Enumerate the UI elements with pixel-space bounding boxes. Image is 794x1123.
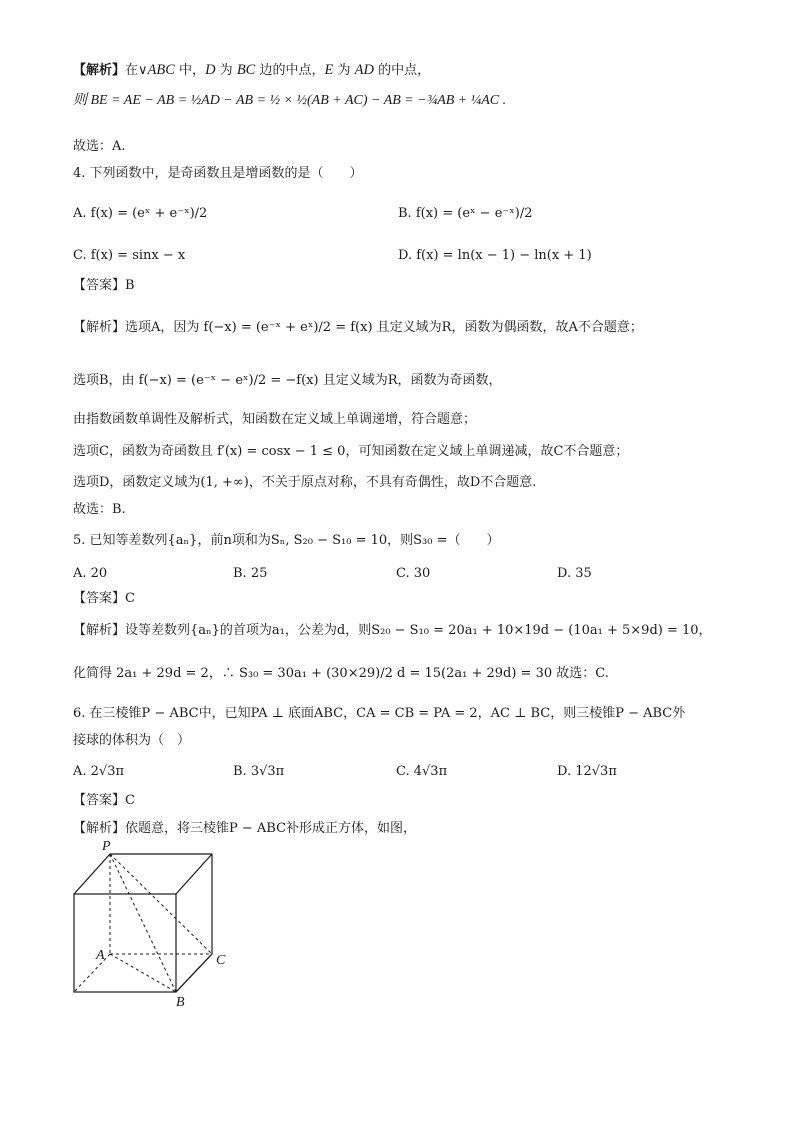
tetra-edge-pb xyxy=(110,854,176,992)
cube-front-face xyxy=(74,894,176,992)
q5-option-d: D. 35 xyxy=(557,566,592,581)
q4-answer: 【答案】B xyxy=(73,278,135,293)
q4-stem: 4. 下列函数中，是奇函数且是增函数的是（ ） xyxy=(73,166,363,181)
q6-option-a: A. 2√3π xyxy=(73,764,125,779)
tetra-edge-bc xyxy=(176,954,212,992)
q4-analysis-5: 选项D，函数定义域为(1, +∞)，不关于原点对称，不具有奇偶性，故D不合题意. xyxy=(73,475,537,490)
cube-edge xyxy=(176,854,212,894)
q6-stem-1: 6. 在三棱锥P − ABC中，已知PA ⊥ 底面ABC，CA = CB = PA = 2，AC ⊥ BC，则三棱锥P − ABC外 xyxy=(73,706,686,721)
q5-stem: 5. 已知等差数列{aₙ}，前n项和为Sₙ, S₂₀ − S₁₀ = 10，则S₃₀ =（ ） xyxy=(73,533,500,548)
q4-analysis-1: 【解析】选项A，因为 f(−x) = (e⁻ˣ + eˣ)/2 = f(x) 且定义域为R，函数为偶函数，故A不合题意； xyxy=(73,320,643,335)
q5-answer: 【答案】C xyxy=(73,591,135,606)
q4-analysis-6: 故选：B. xyxy=(73,502,126,517)
q4-option-c: C. f(x) = sinx − x xyxy=(73,248,186,263)
q5-analysis-1: 【解析】设等差数列{aₙ}的首项为a₁，公差为d，则S₂₀ − S₁₀ = 20a₁ + 10×19d − (10a₁ + 5×9d) = 10， xyxy=(73,623,712,638)
q3-answer-line: 故选：A. xyxy=(73,139,126,154)
cube-hidden-edge xyxy=(74,954,110,992)
q4-option-b: B. f(x) = (eˣ − e⁻ˣ)/2 xyxy=(398,206,533,221)
analysis-tag: 【解析】 xyxy=(73,63,126,78)
q5-analysis-2: 化简得 2a₁ + 29d = 2，∴ S₃₀ = 30a₁ + (30×29)/2 d = 15(2a₁ + 29d) = 30 故选：C. xyxy=(73,666,609,681)
q3-analysis-line1 xyxy=(73,61,430,80)
cube-edge xyxy=(74,854,110,894)
q5-option-c: C. 30 xyxy=(396,566,431,581)
q5-option-a: A. 20 xyxy=(73,566,108,581)
q4-option-d: D. f(x) = ln(x − 1) − ln(x + 1) xyxy=(398,248,592,263)
q4-analysis-4: 选项C，函数为奇函数且 f′(x) = cosx − 1 ≤ 0，可知函数在定义域上单调递减，故C不合题意； xyxy=(73,444,629,459)
cube-figure xyxy=(60,840,240,1010)
tetra-edge-pc xyxy=(110,854,212,954)
q6-answer: 【答案】C xyxy=(73,793,135,808)
tetra-edge-ab xyxy=(110,954,176,992)
q6-option-b: B. 3√3π xyxy=(233,764,285,779)
q3-analysis-text1: 在∨ABC 中，D 为 BC 边的中点，E 为 AD 的中点， xyxy=(125,62,431,78)
q3-analysis-line2 xyxy=(73,92,506,110)
q4-analysis-2: 选项B，由 f(−x) = (e⁻ˣ − eˣ)/2 = −f(x) 且定义域为R，函数为奇函数， xyxy=(73,373,502,388)
q3-vector-equation: 则 BE = AE − AB = ½AD − AB = ½ × ½(AB + AC) − AB = −¾AB + ¼AC . xyxy=(73,93,507,108)
q6-stem-2: 接球的体积为（ ） xyxy=(73,733,191,748)
q6-option-d: D. 12√3π xyxy=(557,764,617,779)
q6-analysis-1: 【解析】依题意，将三棱锥P − ABC补形成正方体，如图， xyxy=(73,821,417,836)
label-c: C xyxy=(216,953,226,968)
q4-analysis-3: 由指数函数单调性及解析式，知函数在定义域上单调递增，符合题意； xyxy=(73,412,477,427)
q4-option-a: A. f(x) = (eˣ + e⁻ˣ)/2 xyxy=(73,206,208,221)
q6-option-c: C. 4√3π xyxy=(396,764,448,779)
label-p: P xyxy=(102,840,111,854)
label-a: A xyxy=(96,948,105,963)
q5-option-b: B. 25 xyxy=(233,566,268,581)
label-b: B xyxy=(176,995,185,1010)
